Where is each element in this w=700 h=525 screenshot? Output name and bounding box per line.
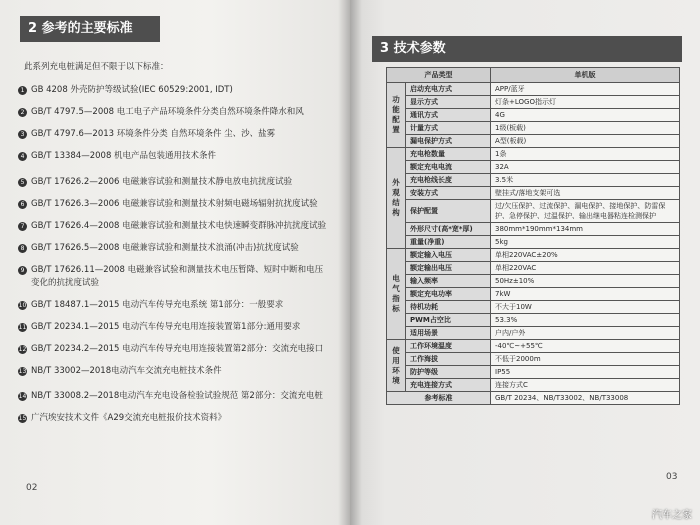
watermark: 汽车之家 [652, 510, 692, 521]
spec-value: 380mm*190mm*134mm [491, 223, 680, 236]
spec-row [387, 314, 680, 327]
standard-number-badge: 11 [18, 323, 27, 331]
spec-category: 使 用 环 境 [387, 340, 406, 392]
spec-name: 安装方式 [406, 187, 491, 200]
standard-item [18, 150, 328, 163]
spec-row [387, 200, 680, 223]
standards-intro: 此系列充电桩满足但不限于以下标准： [24, 62, 169, 72]
spec-row [387, 223, 680, 236]
standard-item [18, 390, 328, 403]
spec-body [387, 83, 680, 405]
spec-value: 不大于10W [491, 301, 680, 314]
spec-row [387, 122, 680, 135]
spec-name: 工作海拔 [406, 353, 491, 366]
spec-row [387, 96, 680, 109]
standard-text: GB/T 17626.2—2006 电磁兼容试验和测量技术静电放电抗扰度试验 [31, 176, 293, 187]
spec-value: 7kW [491, 288, 680, 301]
standard-text: NB/T 33008.2—2018电动汽车充电设备检验试验规范 第2部分：交流充电桩 [31, 391, 323, 401]
spec-value: 4G [491, 109, 680, 122]
spec-value: 过/欠压保护、过流保护、漏电保护、接地保护、防雷保护、急停保护、过温保护、输出继电器粘连检测保护 [491, 200, 680, 223]
standard-item [18, 365, 328, 378]
standard-text: GB/T 17626.3—2006 电磁兼容试验和测量技术射频电磁场辐射抗扰度试验 [31, 198, 318, 209]
spec-value: IP55 [491, 366, 680, 379]
spec-name: 外形尺寸(高*宽*厚) [406, 223, 491, 236]
spec-value: 单相220VAC±20% [491, 249, 680, 262]
spec-row [387, 148, 680, 161]
spec-name: 输入频率 [406, 275, 491, 288]
spec-row [387, 340, 680, 353]
spec-value: 5kg [491, 236, 680, 249]
spec-name: 显示方式 [406, 96, 491, 109]
standard-text: GB/T 20234.2—2015 电动汽车传导充电用连接装置第2部分：交流充电接口 [31, 343, 324, 354]
spec-name: 充电枪数量 [406, 148, 491, 161]
spec-row [387, 135, 680, 148]
spec-value: 32A [491, 161, 680, 174]
spec-row [387, 288, 680, 301]
standard-item [18, 84, 328, 97]
spec-value: 灯条+LOGO指示灯 [491, 96, 680, 109]
spec-header-model: 单机版 [491, 68, 680, 83]
standard-item [18, 128, 328, 141]
spec-value: 壁挂式/落地支架可选 [491, 187, 680, 200]
standard-number-badge: 15 [18, 415, 27, 422]
standard-number-badge: 14 [18, 393, 27, 400]
standard-text: GB/T 20234.1—2015 电动汽车传导充电用连接装置第1部分:通用要求 [31, 321, 301, 332]
page-number-left: 02 [26, 483, 38, 493]
spec-name: 额定充电电流 [406, 161, 491, 174]
spec-name: 计量方式 [406, 122, 491, 135]
spec-row [387, 174, 680, 187]
spec-name: 充电枪线长度 [406, 174, 491, 187]
standard-text: GB/T 4797.5—2008 电工电子产品环境条件分类自然环境条件降水和风 [31, 107, 304, 117]
standard-item [18, 299, 328, 312]
spec-value: 3.5米 [491, 174, 680, 187]
spec-row [387, 379, 680, 392]
spec-value: 50Hz±10% [491, 275, 680, 288]
standard-item [18, 198, 328, 211]
spec-category: 电 气 指 标 [387, 249, 406, 340]
spec-name: 防护等级 [406, 366, 491, 379]
spec-name: 漏电保护方式 [406, 135, 491, 148]
spec-name: 工作环境温度 [406, 340, 491, 353]
spec-name: 重量(净重) [406, 236, 491, 249]
spec-name: 额定输出电压 [406, 262, 491, 275]
spec-footer-name: 参考标准 [387, 392, 491, 405]
page-number-right: 03 [666, 472, 678, 482]
spec-value: 单相220VAC [491, 262, 680, 275]
standard-item [18, 242, 328, 255]
standard-number-badge: 4 [18, 152, 27, 161]
spec-row [387, 366, 680, 379]
spec-value: 不低于2000m [491, 353, 680, 366]
section-title-specs: 3 技术参数 [372, 36, 682, 62]
standard-number-badge: 1 [18, 86, 27, 95]
spec-row [387, 83, 680, 96]
spec-row [387, 187, 680, 200]
spec-name: 启动充电方式 [406, 83, 491, 96]
standard-text: GB/T 17626.4—2008 电磁兼容试验和测量技术电快速瞬变群脉冲抗扰度试验 [31, 220, 327, 231]
spec-row [387, 109, 680, 122]
spec-row [387, 249, 680, 262]
standard-text: GB 4208 外壳防护等级试验(IEC 60529:2001, IDT) [31, 85, 233, 95]
standard-item [18, 106, 328, 119]
spec-value: 1条 [491, 148, 680, 161]
spec-value: 户内/户外 [491, 327, 680, 340]
spec-value: A型(板载) [491, 135, 680, 148]
spec-name: 待机功耗 [406, 301, 491, 314]
standard-number-badge: 12 [18, 345, 27, 353]
standard-text: NB/T 33002—2018电动汽车交流充电桩技术条件 [31, 365, 222, 376]
spec-category: 外 观 结 构 [387, 148, 406, 249]
standard-text: GB/T 4797.6—2013 环境条件分类 自然环境条件 尘、沙、盐雾 [31, 129, 276, 139]
spec-footer-value: GB/T 20234、NB/T33002、NB/T33008 [491, 392, 680, 405]
spec-row [387, 161, 680, 174]
standard-item [18, 343, 328, 356]
standard-number-badge: 3 [18, 130, 27, 139]
standard-item [18, 412, 328, 425]
standard-number-badge: 5 [18, 178, 27, 187]
standard-text: GB/T 18487.1—2015 电动汽车传导充电系统 第1部分：一般要求 [31, 299, 284, 310]
spec-table [386, 67, 680, 405]
section-title-standards: 2 参考的主要标准 [20, 16, 160, 42]
standard-number-badge: 13 [18, 367, 27, 375]
standard-number-badge: 10 [18, 301, 27, 309]
spec-row [387, 301, 680, 314]
standard-text: GB/T 13384—2008 机电产品包装通用技术条件 [31, 151, 217, 161]
right-page [350, 0, 700, 525]
standard-text: 广汽埃安技术文件《A29交流充电桩报价技术资料》 [31, 413, 227, 423]
spec-value: -40℃~+55℃ [491, 340, 680, 353]
spec-value: 连接方式C [491, 379, 680, 392]
spec-name: 适用场景 [406, 327, 491, 340]
standard-text: GB/T 17626.5—2008 电磁兼容试验和测量技术浪涌(冲击)抗扰度试验 [31, 242, 299, 253]
spec-name: PWM占空比 [406, 314, 491, 327]
spec-name: 通讯方式 [406, 109, 491, 122]
standard-number-badge: 6 [18, 200, 27, 209]
spec-row [387, 262, 680, 275]
spec-name: 充电连接方式 [406, 379, 491, 392]
standards-list [18, 84, 328, 438]
spec-value: 53.3% [491, 314, 680, 327]
standard-item [18, 321, 328, 334]
spec-row [387, 275, 680, 288]
standard-number-badge: 2 [18, 108, 27, 117]
standard-text: GB/T 17626.11—2008 电磁兼容试验和测量技术电压暂降、短时中断和电压变化的抗扰度试验 [31, 264, 324, 288]
standard-number-badge: 8 [18, 244, 27, 253]
standard-number-badge: 9 [18, 266, 27, 275]
standard-item [18, 176, 328, 189]
spec-row [387, 327, 680, 340]
spec-name: 额定充电功率 [406, 288, 491, 301]
spec-value: 1级(板载) [491, 122, 680, 135]
spec-row [387, 236, 680, 249]
spec-footer-row [387, 392, 680, 405]
spec-category: 功 能 配 置 [387, 83, 406, 148]
spec-value: APP/蓝牙 [491, 83, 680, 96]
spec-header-row [387, 68, 680, 83]
standard-number-badge: 7 [18, 222, 27, 231]
spec-name: 额定输入电压 [406, 249, 491, 262]
spec-row [387, 353, 680, 366]
spec-header-type: 产品类型 [387, 68, 491, 83]
spec-name: 保护配置 [406, 200, 491, 223]
standard-item [18, 264, 328, 290]
standard-item [18, 220, 328, 233]
